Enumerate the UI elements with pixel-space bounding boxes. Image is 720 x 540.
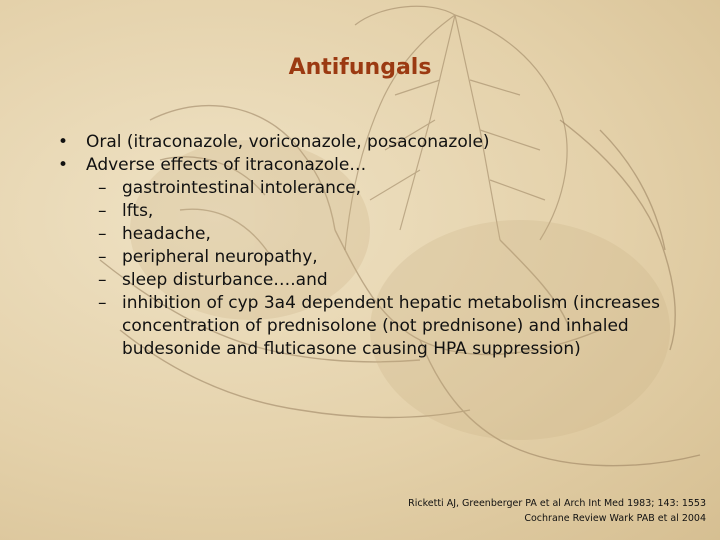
bullet-marker: •	[58, 132, 69, 152]
bullet-text: Oral (itraconazole, voriconazole, posaconazole)	[86, 132, 490, 152]
sub-bullet-item	[58, 200, 698, 223]
bullet-list	[58, 131, 698, 361]
dash-marker: –	[98, 201, 107, 221]
dash-marker: –	[98, 178, 107, 198]
reference-line: Ricketti AJ, Greenberger PA et al Arch Int Med 1983; 143: 1553	[408, 498, 706, 509]
bullet-item	[58, 131, 698, 154]
dash-marker: –	[98, 247, 107, 267]
references	[408, 496, 706, 526]
dash-marker: –	[98, 270, 107, 290]
sub-bullet-text: inhibition of cyp 3a4 dependent hepatic metabolism (increases concentration of prednisolone (not prednisone) and inhaled budesonide and fluticasone causing HPA suppression)	[122, 293, 660, 359]
sub-bullet-text: peripheral neuropathy,	[122, 247, 318, 267]
sub-bullet-text: gastrointestinal intolerance,	[122, 178, 362, 198]
bullet-item	[58, 154, 698, 177]
sub-bullet-item	[58, 246, 698, 269]
sub-bullet-item	[58, 177, 698, 200]
sub-bullet-item	[58, 223, 698, 246]
sub-bullet-item	[58, 292, 698, 361]
sub-bullet-text: headache,	[122, 224, 211, 244]
sub-bullet-text: sleep disturbance….and	[122, 270, 328, 290]
sub-bullet-text: lfts,	[122, 201, 154, 221]
dash-marker: –	[98, 293, 107, 313]
sub-bullet-item	[58, 269, 698, 292]
dash-marker: –	[98, 224, 107, 244]
bullet-text: Adverse effects of itraconazole…	[86, 155, 367, 175]
slide-title: Antifungals	[288, 55, 432, 80]
reference-line: Cochrane Review Wark PAB et al 2004	[524, 513, 706, 524]
bullet-marker: •	[58, 155, 69, 175]
